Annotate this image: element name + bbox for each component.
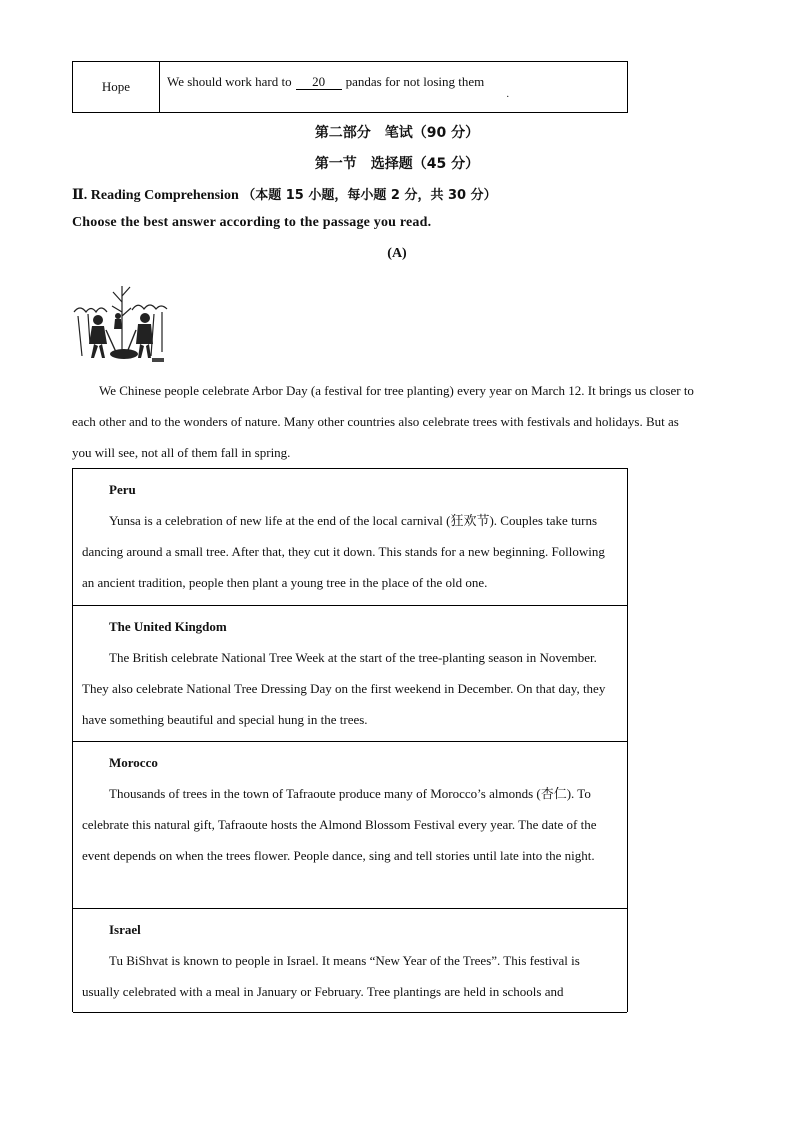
reading-section-title bbox=[72, 184, 497, 204]
country-name: Peru bbox=[109, 482, 136, 497]
trailing-mark: . bbox=[506, 89, 509, 100]
row-content bbox=[160, 62, 627, 112]
country-description: The British celebrate National Tree Week at the start of the tree-planting season in November. They also celebrate National Tree Dressing Day on the first weekend in December. On that day, they have something beautiful and special hung in the trees. bbox=[82, 650, 606, 727]
table-row-uk bbox=[73, 606, 627, 742]
country-description: Tu BiShvat is known to people in Israel. It means “New Year of the Trees”. This festival is usually celebrated with a meal in January or February. Tree plantings are held in schools and bbox=[82, 953, 580, 999]
section-title-cn: （本题 15 小题，每小题 2 分，共 30 分） bbox=[242, 188, 497, 203]
country-name: Morocco bbox=[109, 755, 158, 770]
sentence-before-blank: We should work hard to bbox=[167, 74, 292, 89]
instruction-text: Choose the best answer according to the passage you read. bbox=[72, 215, 432, 230]
tree-planting-illustration bbox=[72, 272, 169, 367]
row-label: Hope bbox=[73, 62, 160, 112]
intro-paragraph: We Chinese people celebrate Arbor Day (a festival for tree planting) every year on March 12. It brings us closer to each other and to the wonders of nature. Many other countries also celebrate trees with festivals and holidays. But as you will see, not all of them fall in spring. bbox=[72, 383, 694, 460]
country-name: The United Kingdom bbox=[109, 619, 227, 634]
country-name: Israel bbox=[109, 922, 141, 937]
table-row-israel bbox=[73, 909, 627, 1013]
answer-blank[interactable]: 20 bbox=[296, 75, 342, 90]
table-row-morocco bbox=[73, 742, 627, 909]
passage-label: (A) bbox=[387, 246, 407, 261]
country-description: Yunsa is a celebration of new life at the end of the local carnival (狂欢节). Couples take turns dancing around a small tree. After that, they cut it down. This stands for a new beginning. Following an ancient tradition, people then plant a young tree in the place of the old one. bbox=[82, 513, 605, 590]
part-heading: 第二部分 笔试（90 分） bbox=[314, 125, 480, 141]
festival-table bbox=[72, 468, 628, 1012]
sentence-after-blank: pandas for not losing them bbox=[345, 74, 485, 89]
country-description: Thousands of trees in the town of Tafraoute produce many of Morocco’s almonds (杏仁). To celebrate this natural gift, Tafraoute hosts the Almond Blossom Festival every year. The date of the event depends on when the trees flower. People dance, sing and tell stories until late into the night. bbox=[82, 786, 597, 863]
section-title-en: Ⅱ. Reading Comprehension bbox=[72, 188, 239, 203]
section-heading: 第一节 选择题（45 分） bbox=[314, 156, 480, 172]
table-row-peru bbox=[73, 469, 627, 606]
answer-table-row bbox=[72, 61, 628, 113]
